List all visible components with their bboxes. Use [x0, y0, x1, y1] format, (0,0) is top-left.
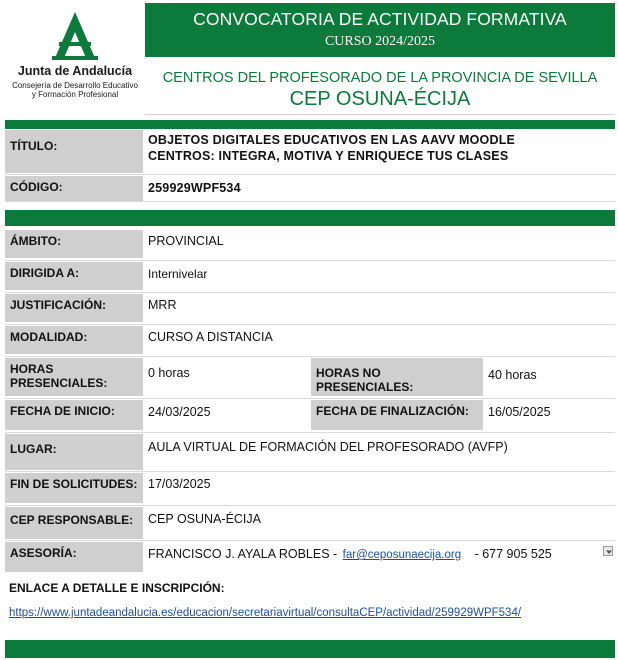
horas-no-presenciales-value: 40 horas	[488, 368, 537, 382]
dropdown-button[interactable]	[603, 546, 613, 556]
bottom-green-bar	[5, 640, 615, 658]
row-divider	[5, 260, 615, 261]
horas-presenciales-label-line2: PRESENCIALES:	[10, 376, 108, 390]
enlace-label: ENLACE A DETALLE E INSCRIPCIÓN:	[9, 581, 225, 595]
ambito-label: ÁMBITO:	[5, 230, 143, 258]
header-title: CONVOCATORIA DE ACTIVIDAD FORMATIVA	[193, 9, 567, 29]
cep-name: CEP OSUNA-ÉCIJA	[289, 88, 471, 110]
cep-responsable-label: CEP RESPONSABLE:	[5, 507, 143, 539]
codigo-value: 259929WPF534	[148, 181, 241, 195]
ambito-value: PROVINCIAL	[148, 234, 224, 248]
asesoria-value	[143, 543, 615, 571]
cep-responsable-value: CEP OSUNA-ÉCIJA	[148, 512, 261, 526]
codigo-label: CÓDIGO:	[5, 176, 143, 201]
row-divider	[5, 292, 615, 293]
row-divider	[5, 432, 615, 433]
junta-logo	[6, 4, 144, 108]
middle-green-bar	[5, 210, 615, 226]
row-divider	[5, 356, 615, 357]
justificacion-value: MRR	[148, 298, 177, 312]
justificacion-label: JUSTIFICACIÓN:	[5, 294, 143, 322]
chevron-down-icon	[604, 547, 614, 557]
fecha-inicio-value: 24/03/2025	[148, 405, 211, 419]
row-divider	[5, 471, 615, 472]
titulo-value	[143, 128, 615, 174]
dirigida-label: DIRIGIDA A:	[5, 262, 143, 290]
row-divider	[5, 398, 615, 399]
logo-dept-line1: Consejería de Desarrollo Educativo	[12, 81, 138, 90]
asesoria-name: FRANCISCO J. AYALA ROBLES -	[148, 547, 338, 561]
fecha-finalizacion-label: FECHA DE FINALIZACIÓN:	[311, 400, 483, 430]
modalidad-label: MODALIDAD:	[5, 326, 143, 354]
row-divider	[5, 505, 615, 506]
modalidad-value: CURSO A DISTANCIA	[148, 330, 273, 344]
logo-brand: Junta de Andalucía	[17, 64, 133, 78]
lugar-value: AULA VIRTUAL DE FORMACIÓN DEL PROFESORADO (AVFP)	[148, 440, 508, 454]
asesoria-email-link[interactable]: far@ceposunaecija.org	[342, 549, 462, 561]
horas-no-presenciales-label: HORAS NO PRESENCIALES:	[311, 358, 483, 396]
header-subtitle: CENTROS DEL PROFESORADO DE LA PROVINCIA DE SEVILLA	[162, 70, 598, 86]
junta-emblem-icon	[6, 4, 144, 60]
row-divider	[5, 540, 615, 541]
lugar-label: LUGAR:	[5, 434, 143, 470]
row-divider	[5, 201, 615, 202]
row-divider	[5, 174, 615, 175]
titulo-line2: CENTROS: INTEGRA, MOTIVA Y ENRIQUECE TUS CLASES	[148, 149, 509, 163]
logo-dept-line2: y Formación Profesional	[31, 90, 119, 99]
dirigida-value: Internivelar	[148, 267, 208, 281]
header-banner	[145, 3, 615, 57]
horas-presenciales-label-line1: HORAS	[10, 362, 54, 376]
enlace-url-link[interactable]: https://www.juntadeandalucia.es/educacion/secretariavirtual/consultaCEP/actividad/259929WPF534/	[9, 607, 522, 619]
horas-presenciales-label	[5, 358, 143, 396]
titulo-label: TÍTULO:	[5, 130, 143, 173]
fin-solicitudes-label: FIN DE SOLICITUDES:	[5, 473, 143, 503]
asesoria-label: ASESORÍA:	[5, 542, 143, 572]
fin-solicitudes-value: 17/03/2025	[148, 477, 211, 491]
fecha-finalizacion-value: 16/05/2025	[488, 405, 551, 419]
fecha-inicio-label: FECHA DE INICIO:	[5, 400, 143, 430]
header-divider	[145, 114, 615, 115]
asesoria-phone: - 677 905 525	[474, 547, 552, 561]
row-divider	[5, 324, 615, 325]
header-course: CURSO 2024/2025	[324, 34, 436, 49]
titulo-line1: OBJETOS DIGITALES EDUCATIVOS EN LAS AAVV MOODLE	[148, 133, 516, 147]
horas-presenciales-value: 0 horas	[148, 366, 190, 380]
